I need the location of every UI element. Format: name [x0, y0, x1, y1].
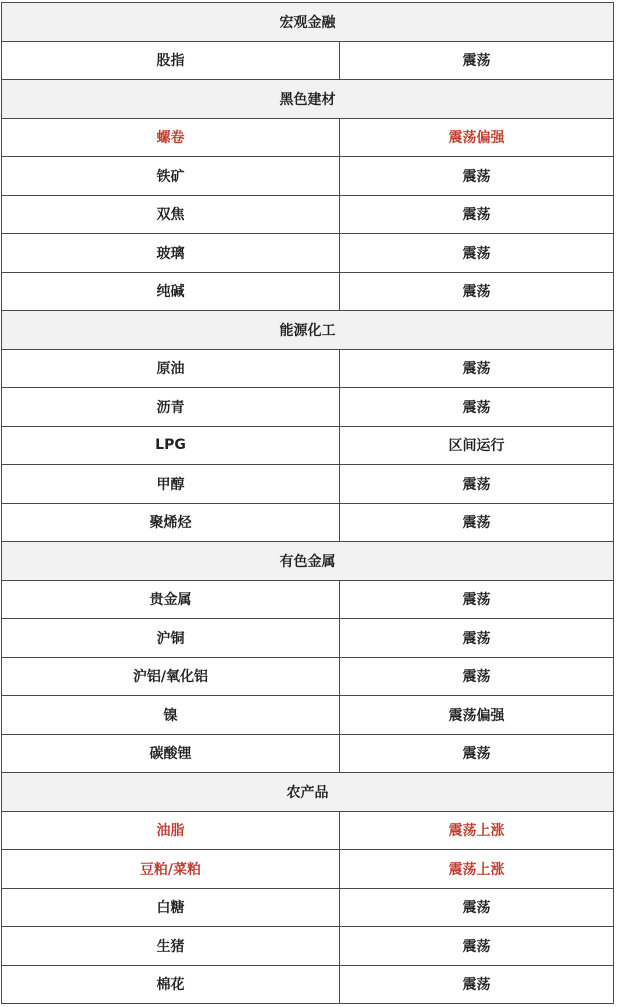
outlook-cell: 震荡 — [340, 965, 614, 1004]
table-row — [2, 195, 614, 234]
outlook-cell: 震荡 — [340, 734, 614, 773]
commodity-cell: 甲醇 — [2, 465, 340, 504]
section-header-row — [2, 773, 614, 812]
commodity-cell: 聚烯烃 — [2, 503, 340, 542]
outlook-cell: 震荡 — [340, 927, 614, 966]
commodity-cell: 贵金属 — [2, 580, 340, 619]
commodity-cell: 铁矿 — [2, 157, 340, 196]
table-row — [2, 850, 614, 889]
outlook-cell: 震荡 — [340, 503, 614, 542]
outlook-cell: 震荡 — [340, 657, 614, 696]
commodity-cell: 沥青 — [2, 388, 340, 427]
commodity-cell: 沪铝/氧化铝 — [2, 657, 340, 696]
table-row — [2, 811, 614, 850]
commodity-cell: 镍 — [2, 696, 340, 735]
section-title: 能源化工 — [2, 311, 614, 350]
section-title: 宏观金融 — [2, 3, 614, 42]
commodity-cell: 原油 — [2, 349, 340, 388]
table-body — [2, 3, 614, 1004]
outlook-cell: 震荡 — [340, 349, 614, 388]
outlook-cell: 震荡 — [340, 619, 614, 658]
outlook-cell: 震荡 — [340, 465, 614, 504]
outlook-cell: 震荡 — [340, 272, 614, 311]
section-header-row — [2, 80, 614, 119]
outlook-cell: 震荡 — [340, 234, 614, 273]
commodity-cell: 股指 — [2, 41, 340, 80]
outlook-cell: 震荡偏强 — [340, 118, 614, 157]
table-row — [2, 388, 614, 427]
outlook-cell: 震荡 — [340, 388, 614, 427]
table-row — [2, 234, 614, 273]
outlook-cell: 震荡偏强 — [340, 696, 614, 735]
section-header-row — [2, 3, 614, 42]
outlook-cell: 震荡 — [340, 580, 614, 619]
commodity-cell: 碳酸锂 — [2, 734, 340, 773]
section-title: 农产品 — [2, 773, 614, 812]
section-title: 黑色建材 — [2, 80, 614, 119]
table-row — [2, 734, 614, 773]
table-row — [2, 657, 614, 696]
table-row — [2, 465, 614, 504]
outlook-cell: 震荡 — [340, 157, 614, 196]
commodity-cell: 棉花 — [2, 965, 340, 1004]
table-row — [2, 619, 614, 658]
section-title: 有色金属 — [2, 542, 614, 581]
table-row — [2, 118, 614, 157]
outlook-cell: 震荡上涨 — [340, 850, 614, 889]
table-row — [2, 272, 614, 311]
outlook-cell: 震荡 — [340, 195, 614, 234]
outlook-cell: 区间运行 — [340, 426, 614, 465]
table-row — [2, 888, 614, 927]
commodity-cell: 豆粕/菜粕 — [2, 850, 340, 889]
table-row — [2, 157, 614, 196]
section-header-row — [2, 542, 614, 581]
commodity-cell: 螺卷 — [2, 118, 340, 157]
table-row — [2, 349, 614, 388]
table-row — [2, 580, 614, 619]
table-row — [2, 927, 614, 966]
outlook-cell: 震荡 — [340, 888, 614, 927]
commodity-cell: 生猪 — [2, 927, 340, 966]
table-row — [2, 41, 614, 80]
commodity-cell: 白糖 — [2, 888, 340, 927]
market-outlook-table — [1, 2, 614, 1004]
commodity-cell: 双焦 — [2, 195, 340, 234]
table-row — [2, 426, 614, 465]
table-row — [2, 503, 614, 542]
commodity-cell: 油脂 — [2, 811, 340, 850]
outlook-cell: 震荡上涨 — [340, 811, 614, 850]
commodity-cell: LPG — [2, 426, 340, 465]
table-row — [2, 965, 614, 1004]
commodity-cell: 沪铜 — [2, 619, 340, 658]
section-header-row — [2, 311, 614, 350]
commodity-cell: 玻璃 — [2, 234, 340, 273]
commodity-cell: 纯碱 — [2, 272, 340, 311]
table-row — [2, 696, 614, 735]
outlook-cell: 震荡 — [340, 41, 614, 80]
